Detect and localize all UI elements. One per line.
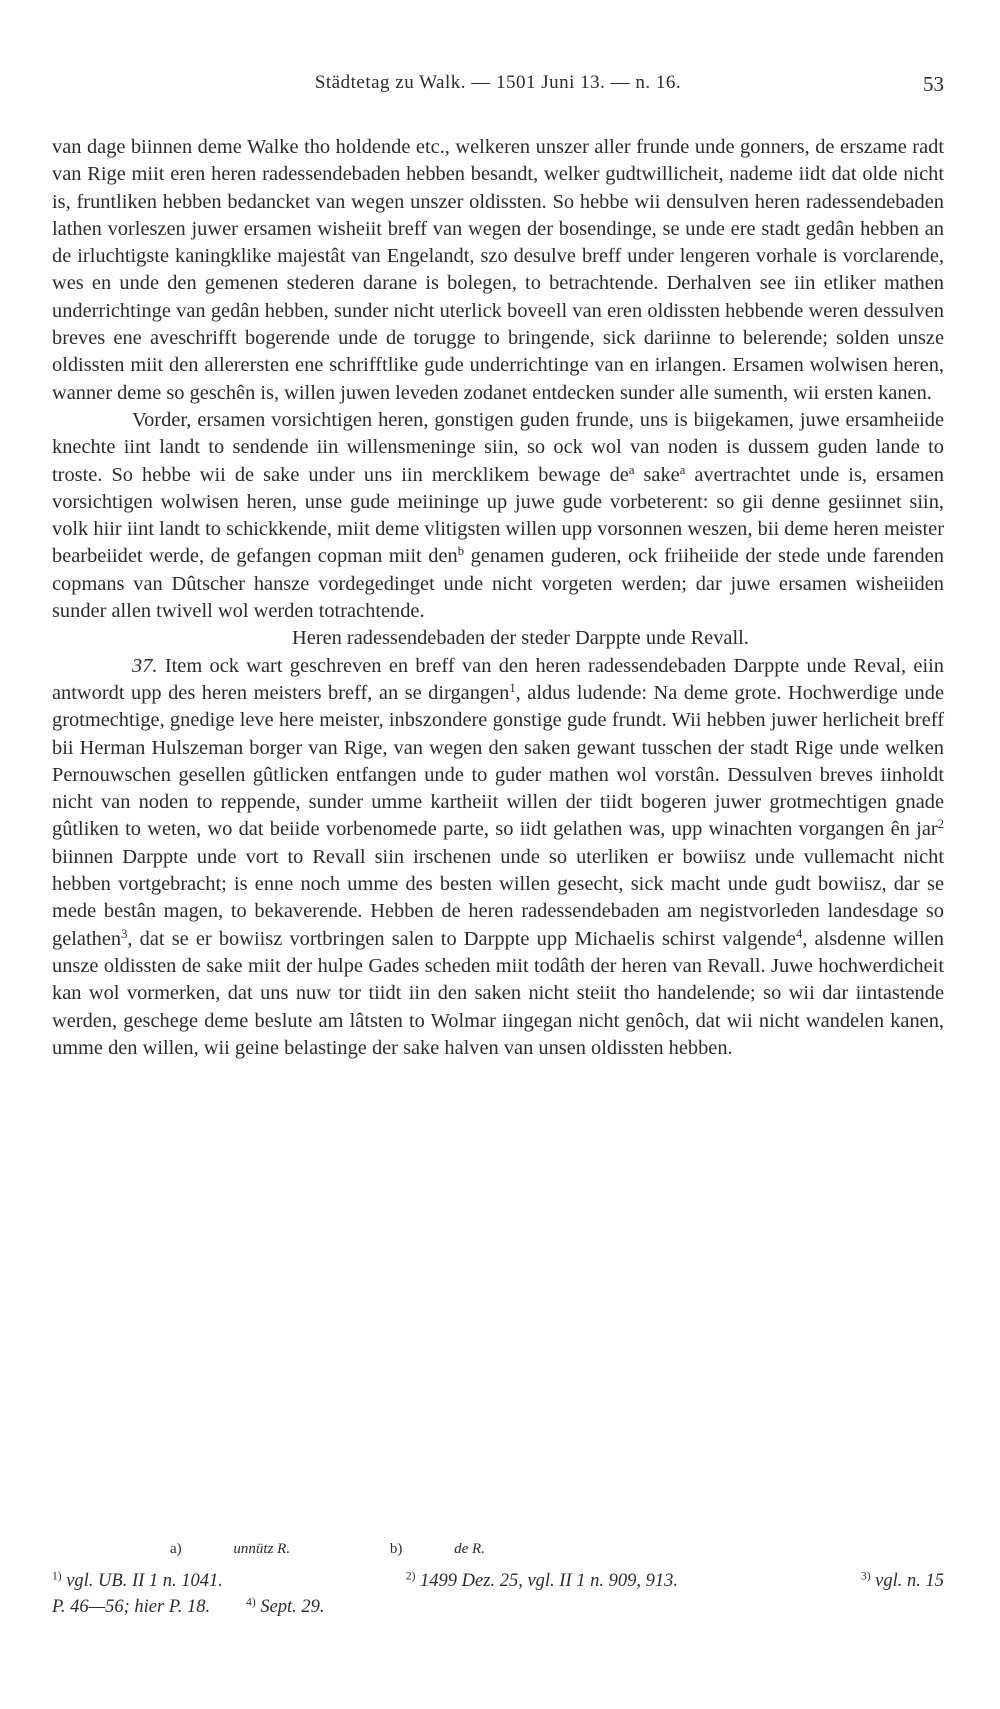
footnote-2 [406,1568,678,1594]
footnote-ref-2: 2 [937,817,944,832]
textual-notes [170,1541,770,1558]
paragraph-37-text-d: , dat se er bowiisz vortbringen salen to Darppte upp Michaelis schirst valgende [127,927,796,950]
footnote-mark-a: a [628,462,635,477]
textual-note-text: unnütz R. [233,1541,291,1557]
paragraph-37-text-c: biinnen Darppte unde vort to Revall siin irschenen unde so uterliken er bowiisz unde vullemacht nicht hebben vortgebracht; is enne noch umme des besten willen gesecht, sick macht unde gudt bowiisz, dar se mede bestân magen, to bekaverende. Hebben de heren radessendebaden am negistvorleden landesdage so gelathen [52,845,944,950]
textual-note-a [170,1541,338,1557]
paragraph-2-text-a: Vorder, ersamen vorsichtigen heren, gonstigen guden frunde, uns is biigekamen, juwe ersamheiide knechte iint landt to sendende iin willensmeninge siin, so ock wol van noden is dussem guden lande to troste. So hebbe wii de sake under uns iin mercklikem bewage de [52,408,944,486]
footnote-mark: 1) [52,1570,62,1583]
paragraph-37-text-e: , alsdenne willen unsze oldissten de sake miit der hulpe Gades scheden miit todâth der heren van Revall. Juwe hochwerdicheit kan wol vormerken, dat uns nuw tor tiidt iin den saken nicht steiit tho handelende; so wii dar iintastende werden, geschege deme beslute am lâtsten to Wolmar iingegan nicht genôch, dat wii nicht wandelen kanen, umme den willen, wii geine belastinge der sake halven van unsen oldissten hebben. [52,927,944,1059]
paragraph-1-text: van dage biinnen deme Walke tho holdende etc., welkeren unszer aller frunde unde gonners, de erszame radt van Rige miit eren heren radessendebaden hebben besandt, welker gudtwillicheit, nademe iidt dat olde nicht is, fruntliken hebben bedancket van wegen unszer oldissten. So hebbe wii densulven heren radessendebaden lathen vorleszen juwer ersamen wisheiit breff van wegen der bosendinge, se unde ere stadt gedân hebben an de irluchtigste kaningklike majestât van Engelandt, szo desulve breff under lengeren vorhale is vorclarende, wes en unde den gemenen stederen darane is bolegen, to betrachtende. Derhalven see iin etliker mathen underrichtinge van gedân hebben, sunder nicht uterlick boveell van eren oldissten hebbende weren dessulven breves ene aveschrifft bogerende unde de torugge to bringende, sick dariinne to belerende; solden unsze oldissten miit den allerersten ene schrifftlike gude underrichtinge van en irlangen. Ersamen wolwisen heren, wanner deme so geschên is, willen juwen leveden zodanet entdecken sunder alle sumenth, wii ersten kanen. [52,136,944,404]
paragraph-number: 37. [132,654,158,677]
footnote-mark: 4) [246,1596,256,1609]
paragraph-2-text-b: sake [634,463,680,486]
footnote-ref-4: 4 [795,926,803,941]
footnote-row-2 [52,1594,944,1620]
footnote-mark: 3) [860,1570,871,1583]
footnotes [52,1568,944,1620]
footnote-4 [246,1594,360,1620]
footnote-1 [52,1568,223,1594]
footnote-mark: 2) [405,1570,416,1583]
footnote-text: 1499 Dez. 25, vgl. II 1 n. 909, 913. [420,1571,678,1591]
footnote-ref-3: 3 [121,926,128,941]
page-number: 53 [923,72,944,96]
paragraph-37 [52,653,944,1062]
signature-line: Heren radessendebaden der steder Darppte unde Revall. [292,627,749,650]
footnote-text: vgl. UB. II 1 n. 1041. [66,1571,223,1591]
footnote-mark-a: a [679,462,686,477]
body-text [52,134,944,1062]
textual-note-b [390,1541,533,1557]
footnote-text: vgl. n. 15 [875,1571,944,1591]
footnote-3 [861,1568,944,1594]
paragraph-2 [52,407,944,625]
textual-note-mark: a) [170,1541,182,1557]
textual-note-mark: b) [389,1541,403,1557]
paragraph-2-text-c: avertrachtet unde is, ersamen vorsichtigen wolwisen heren, unse gude meiininge up juwe gude vorbeterent: so gii denne gesiinnet siin, volk hiir iint landt to schickkende, miit deme vlitigsten willen upp vorsonnen weszen, bii deme heren meister bearbeiidet werde, de gefangen copman miit den [52,463,944,568]
paragraph-1 [52,134,944,407]
textual-note-text: de R. [454,1541,485,1557]
paragraph-37-text-a: Item ock wart geschreven en breff van den heren radessendebaden Darppte unde Reval, eiin antwordt upp des heren meisters breff, an se dirgangen [52,654,944,704]
running-head [52,72,944,102]
footnote-text: Sept. 29. [260,1597,325,1617]
paragraph-37-text-b: , aldus ludende: Na deme grote. Hochwerdige unde grotmechtige, gnedige leve here meister, inbszondere gonstige gude frundt. Wii hebben juwer herlicheit breff bii Herman Hulszeman borger van Rige, van wegen den saken gewant tusschen der stadt Rige unde welken Pernouwschen gesellen gûtlicken entfangen unde to guder mathen wol vorstân. Dessulven breves iinholdt nicht van noden to reppende, sunder umme kartheiit willen der tiidt bogeren juwer grotmechtigen gnade gûtliken to weten, wo dat beiide vorbenomede parte, so iidt gelathen was, upp winachten vorgangen ên jar [52,681,945,841]
running-title: Städtetag zu Walk. — 1501 Juni 13. — n. 16. [314,72,682,93]
paragraph-2-text-d: genamen guderen, ock friiheiide der stede unde farenden copmans van Dûtscher hansze vordegedinget unde nicht vorgeten werden; dar juwe ersamen wisheiiden sunder allen twivell wol werden totrachtende. [52,545,944,623]
footnote-ref-1: 1 [509,680,516,695]
footnote-3-continued: P. 46—56; hier P. 18. [52,1597,211,1617]
footnote-mark-b: b [457,544,465,559]
footnote-row-1 [52,1568,944,1594]
